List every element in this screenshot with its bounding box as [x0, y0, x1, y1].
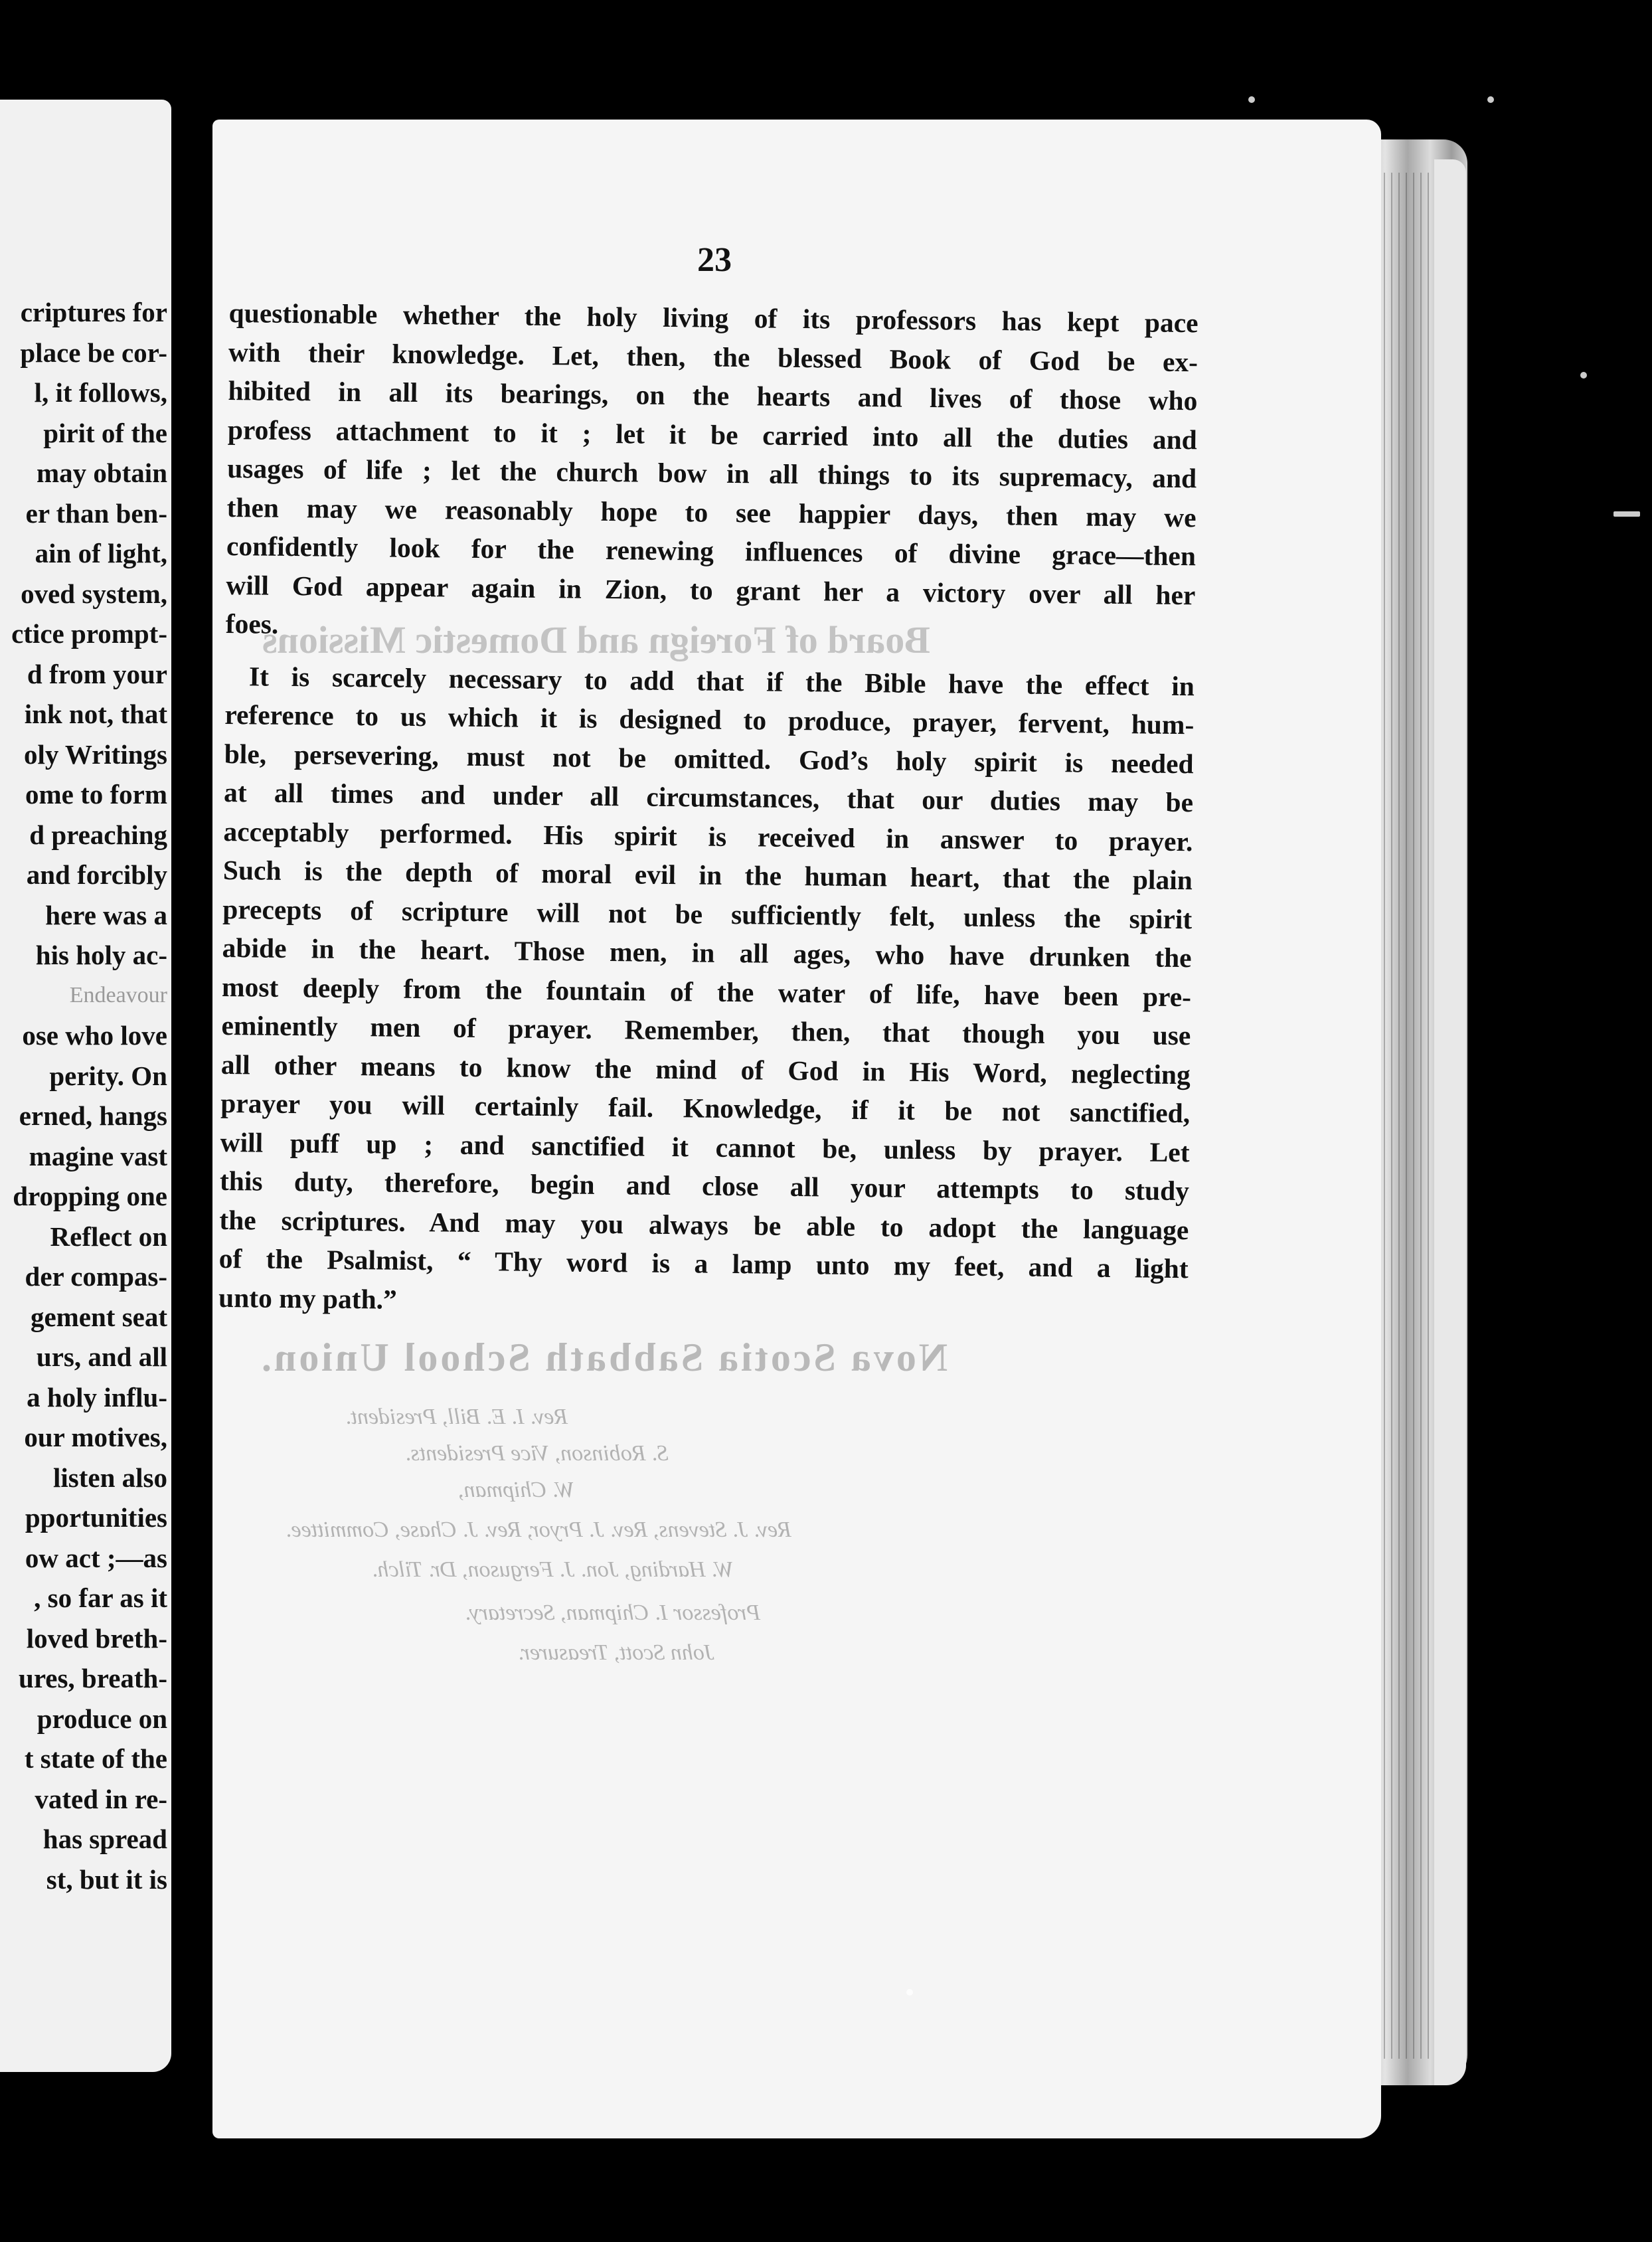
show-through-line: S. Robinson, Vice Presidents.	[405, 1441, 669, 1466]
text-line: this duty, therefore, begin and close all your attempts to study	[219, 1165, 1190, 1207]
text-line: perity. On	[49, 1060, 167, 1091]
text-line: Endeavour	[69, 982, 167, 1007]
page-number: 23	[697, 241, 732, 279]
text-line: the scriptures. And may you always be able to adopt the language	[219, 1204, 1189, 1245]
book-cover-board	[1434, 159, 1466, 2085]
text-line: d preaching	[29, 819, 167, 850]
text-line: magine vast	[29, 1140, 167, 1171]
text-line: ain of light,	[35, 538, 167, 568]
show-through-line: Professor I. Chipman, Secretary.	[465, 1600, 761, 1625]
text-line: ble, persevering, must not be omitted. God’s holy spirit is needed	[224, 738, 1194, 779]
text-line: questionable whether the holy living of its professors has kept pace	[228, 297, 1198, 339]
text-line: foes.	[225, 608, 279, 640]
show-through-line: W. Harding, Jon. J. Ferguson, Dr. Tilch.	[372, 1557, 734, 1582]
text-line: dropping one	[13, 1181, 167, 1211]
text-line: urs, and all	[36, 1341, 167, 1372]
text-line: , so far as it	[34, 1583, 167, 1613]
scan-speck	[1487, 96, 1494, 103]
text-line: oved system,	[21, 578, 167, 609]
text-line: ow act ;—as	[25, 1542, 167, 1573]
text-line: loved breth-	[26, 1622, 167, 1654]
text-line: place be cor-	[20, 337, 167, 368]
text-line: of the Psalmist, “ Thy word is a lamp unto my feet, and a light	[218, 1243, 1189, 1284]
text-line: abide in the heart. Those men, in all ages, who have drunken the	[222, 932, 1192, 974]
text-line: der compas-	[25, 1261, 167, 1292]
left-page-text	[0, 292, 167, 1899]
text-line: Such is the depth of moral evil in the human heart, that the plain	[222, 854, 1193, 896]
scan-speck	[1580, 372, 1587, 379]
text-line: vated in re-	[35, 1783, 167, 1814]
text-line: hibited in all its bearings, on the hearts and lives of those who	[228, 375, 1198, 416]
show-through-line: W. Chipman,	[458, 1478, 575, 1502]
text-line: and forcibly	[26, 859, 167, 890]
text-line: his holy ac-	[35, 940, 167, 970]
show-through-line: John Scott, Treasurer.	[518, 1640, 714, 1665]
text-line: t state of the	[24, 1743, 167, 1774]
text-line: er than ben-	[25, 497, 167, 529]
text-line: l, it follows,	[34, 377, 167, 408]
scan-speck	[906, 1989, 913, 1996]
show-through-heading: Nova Scotia Sabbath School Union.	[259, 1336, 948, 1379]
text-line: ctice prompt-	[11, 618, 167, 649]
text-line: ose who love	[22, 1020, 167, 1051]
scan-speck	[1613, 511, 1640, 517]
text-line: prayer you will certainly fail. Knowledge, if it be not sanctified,	[220, 1087, 1191, 1129]
text-line: ink not, that	[24, 699, 167, 729]
text-line: pportunities	[25, 1502, 167, 1533]
text-line: unto my path.”	[218, 1282, 398, 1315]
text-line: will God appear again in Zion, to grant her a victory over all her	[226, 569, 1196, 610]
text-line: will puff up ; and sanctified it cannot be, unless by prayer. Let	[220, 1126, 1190, 1167]
text-line: st, but it is	[46, 1863, 167, 1895]
text-line: reference to us which it is designed to produce, prayer, fervent, hum-	[224, 699, 1195, 740]
text-line: pirit of the	[43, 417, 167, 448]
show-through-line: Rev. J. Stevens, Rev. J. Pryor, Rev. J. Chase, Committee.	[286, 1517, 791, 1542]
text-line: a holy influ-	[27, 1381, 167, 1413]
text-line: oly Writings	[23, 738, 167, 770]
text-line: criptures for	[20, 297, 167, 327]
text-line: eminently men of prayer. Remember, then, that though you use	[221, 1009, 1191, 1051]
text-line: has spread	[42, 1824, 167, 1854]
page-body-text	[218, 294, 1198, 1327]
text-line: gement seat	[30, 1301, 167, 1332]
text-line: Reflect on	[50, 1221, 167, 1252]
text-line: acceptably performed. His spirit is received in answer to prayer.	[223, 816, 1193, 857]
text-line: then may we reasonably hope to see happier days, then may we	[226, 491, 1197, 533]
text-line: with their knowledge. Let, then, the blessed Book of God be ex-	[228, 336, 1198, 377]
text-line: listen also	[53, 1462, 167, 1493]
text-line: our motives,	[24, 1422, 167, 1452]
show-through-heading-2: Board of Foreign and Domestic Missions	[262, 618, 930, 661]
text-line: ures, breath-	[19, 1663, 167, 1693]
text-line: ome to form	[25, 779, 167, 810]
text-line: d from your	[27, 658, 167, 689]
scan-speck	[1248, 96, 1255, 103]
show-through-line: Rev. I. E. Bill, President.	[345, 1405, 568, 1429]
text-line: It is scarcely necessary to add that if the Bible have the effect in	[248, 660, 1195, 701]
text-line: at all times and under all circumstances, that our duties may be	[223, 776, 1194, 818]
text-line: may obtain	[36, 458, 167, 488]
text-line: precepts of scripture will not be sufficiently felt, unless the spirit	[222, 893, 1193, 934]
text-line: profess attachment to it ; let it be carried into all the duties and	[227, 414, 1198, 455]
text-line: usages of life ; let the church bow in all things to its supremacy, and	[227, 452, 1197, 494]
text-line: here was a	[45, 899, 167, 930]
text-line: all other means to know the mind of God in His Word, neglecting	[220, 1049, 1191, 1090]
text-line: most deeply from the fountain of the water of life, have been pre-	[221, 971, 1192, 1012]
left-page	[0, 100, 171, 2072]
text-line: confidently look for the renewing influences of divine grace—then	[226, 530, 1197, 572]
text-line: produce on	[37, 1703, 167, 1734]
text-line: erned, hangs	[19, 1100, 167, 1131]
